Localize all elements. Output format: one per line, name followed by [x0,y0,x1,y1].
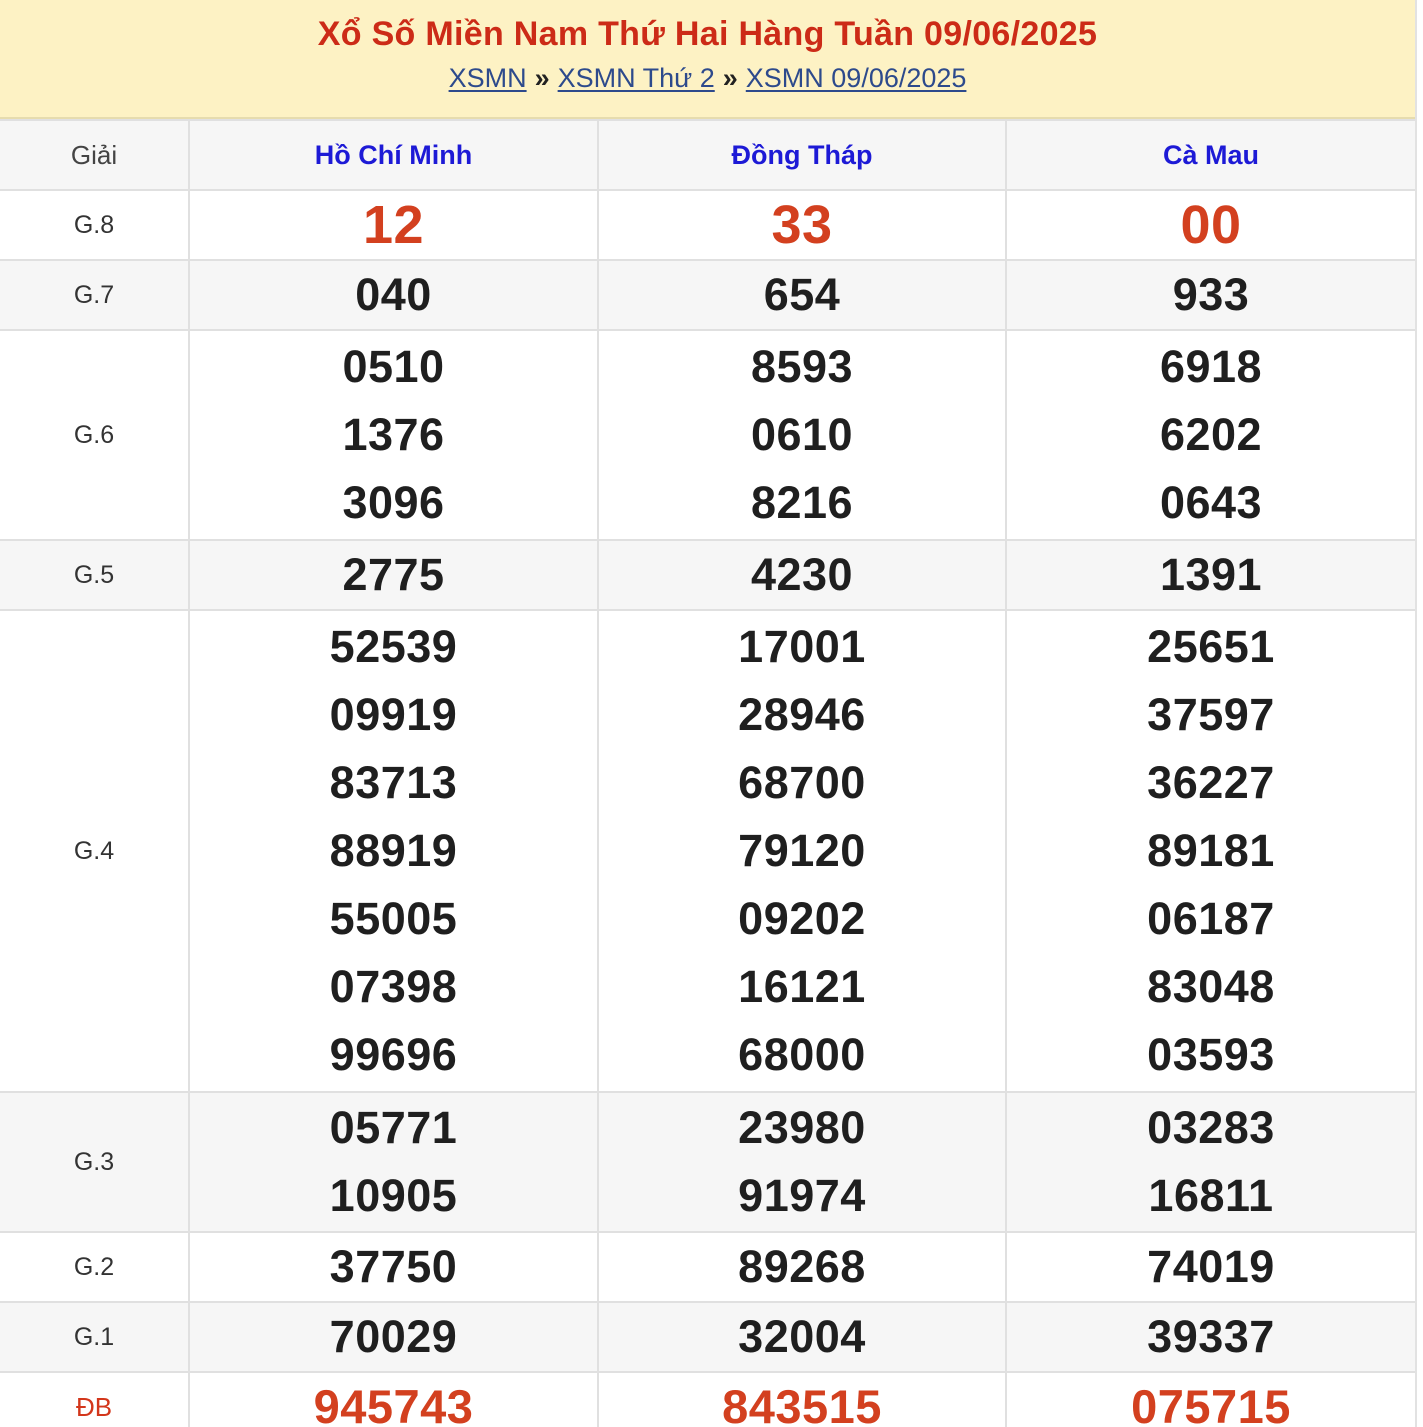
winning-number: 39337 [1147,1311,1275,1362]
result-cell-ho-chi-minh [189,540,598,610]
winning-number: 33 [771,195,833,255]
breadcrumb-link-xsmn[interactable]: XSMN [448,63,527,93]
winning-number: 70029 [329,1311,458,1362]
winning-number: 79120 [738,825,866,876]
winning-number: 16811 [1148,1170,1274,1221]
winning-number: 0610 [750,409,854,460]
result-cell-dong-thap [598,1372,1006,1427]
winning-number: 6202 [1159,409,1263,460]
winning-number: 32004 [738,1311,866,1362]
winning-number: 25651 [1147,621,1275,672]
prize-row-g3 [0,1092,1415,1232]
winning-number: 040 [355,269,432,320]
prize-row-g4 [0,610,1415,1092]
results-body [0,190,1415,1427]
result-cell-dong-thap [598,1092,1006,1232]
winning-number: 74019 [1147,1241,1275,1292]
province-header-dong-thap[interactable]: Đồng Tháp [598,120,1006,190]
province-header-ho-chi-minh[interactable]: Hồ Chí Minh [189,120,598,190]
winning-number: 89181 [1147,825,1275,876]
result-cell-dong-thap [598,1302,1006,1372]
prize-row-g7 [0,260,1415,330]
winning-number: 4230 [750,549,854,600]
result-cell-ca-mau [1006,540,1415,610]
prize-label: G.4 [0,610,189,1092]
prize-row-g1 [0,1302,1415,1372]
results-table [0,119,1415,1427]
result-cell-dong-thap [598,540,1006,610]
prize-label: G.7 [0,260,189,330]
winning-number: 0643 [1159,477,1263,528]
winning-number: 89268 [738,1241,866,1292]
prize-row-db [0,1372,1415,1427]
result-cell-dong-thap [598,1232,1006,1302]
winning-number: 10905 [329,1170,458,1221]
page-title: Xổ Số Miền Nam Thứ Hai Hàng Tuần 09/06/2025 [317,15,1098,53]
winning-number: 07398 [329,961,458,1012]
winning-number: 68700 [738,757,866,808]
result-header [0,0,1415,119]
winning-number: 83713 [329,757,458,808]
result-cell-ho-chi-minh [189,1092,598,1232]
winning-number: 1391 [1159,549,1263,600]
prize-row-g6 [0,330,1415,540]
winning-number: 05771 [329,1102,458,1153]
winning-number: 99696 [329,1029,458,1080]
prize-column-header: Giải [0,120,189,190]
result-cell-ca-mau [1006,1092,1415,1232]
prize-label: G.1 [0,1302,189,1372]
province-header-ca-mau[interactable]: Cà Mau [1006,120,1415,190]
result-cell-ca-mau [1006,190,1415,260]
prize-label: ĐB [0,1372,189,1427]
result-cell-ho-chi-minh [189,1302,598,1372]
winning-number: 933 [1172,269,1250,320]
winning-number: 8216 [750,477,854,528]
winning-number: 075715 [1131,1380,1291,1427]
winning-number: 03283 [1147,1102,1275,1153]
breadcrumb [0,62,1415,94]
result-cell-ca-mau [1006,610,1415,1092]
result-cell-dong-thap [598,610,1006,1092]
winning-number: 945743 [313,1380,474,1427]
result-cell-ca-mau [1006,1302,1415,1372]
breadcrumb-link-xsmn-thu-2[interactable]: XSMN Thứ 2 [557,63,715,93]
winning-number: 0510 [342,341,445,392]
result-cell-ho-chi-minh [189,1372,598,1427]
result-cell-dong-thap [598,190,1006,260]
result-cell-ho-chi-minh [189,1232,598,1302]
result-cell-ca-mau [1006,1372,1415,1427]
winning-number: 8593 [750,341,854,392]
winning-number: 1376 [342,409,445,460]
result-cell-ca-mau [1006,1232,1415,1302]
winning-number: 68000 [738,1029,866,1080]
breadcrumb-separator: » [722,63,738,93]
breadcrumb-link-xsmn-date[interactable]: XSMN 09/06/2025 [745,63,967,93]
prize-label: G.8 [0,190,189,260]
winning-number: 06187 [1147,893,1275,944]
winning-number: 09202 [738,893,866,944]
breadcrumb-separator: » [534,63,550,93]
winning-number: 6918 [1159,341,1263,392]
winning-number: 37750 [329,1241,458,1292]
prize-row-g2 [0,1232,1415,1302]
winning-number: 03593 [1147,1029,1275,1080]
winning-number: 654 [763,269,841,320]
winning-number: 55005 [329,893,458,944]
winning-number: 2775 [342,549,445,600]
prize-label: G.6 [0,330,189,540]
winning-number: 83048 [1147,961,1275,1012]
result-cell-ca-mau [1006,330,1415,540]
winning-number: 91974 [738,1170,866,1221]
winning-number: 36227 [1147,757,1275,808]
result-cell-dong-thap [598,260,1006,330]
winning-number: 3096 [342,477,445,528]
winning-number: 16121 [738,961,866,1012]
winning-number: 843515 [722,1380,882,1427]
result-cell-ho-chi-minh [189,610,598,1092]
winning-number: 23980 [738,1102,866,1153]
winning-number: 00 [1180,195,1242,255]
result-cell-ho-chi-minh [189,330,598,540]
prize-row-g8 [0,190,1415,260]
winning-number: 88919 [329,825,458,876]
result-cell-dong-thap [598,330,1006,540]
prize-label: G.5 [0,540,189,610]
prize-label: G.3 [0,1092,189,1232]
winning-number: 52539 [329,621,458,672]
winning-number: 17001 [738,621,866,672]
winning-number: 09919 [329,689,458,740]
table-header-row [0,120,1415,190]
winning-number: 12 [362,195,425,255]
result-cell-ca-mau [1006,260,1415,330]
winning-number: 37597 [1147,689,1275,740]
winning-number: 28946 [738,689,866,740]
prize-label: G.2 [0,1232,189,1302]
result-cell-ho-chi-minh [189,260,598,330]
result-cell-ho-chi-minh [189,190,598,260]
prize-row-g5 [0,540,1415,610]
